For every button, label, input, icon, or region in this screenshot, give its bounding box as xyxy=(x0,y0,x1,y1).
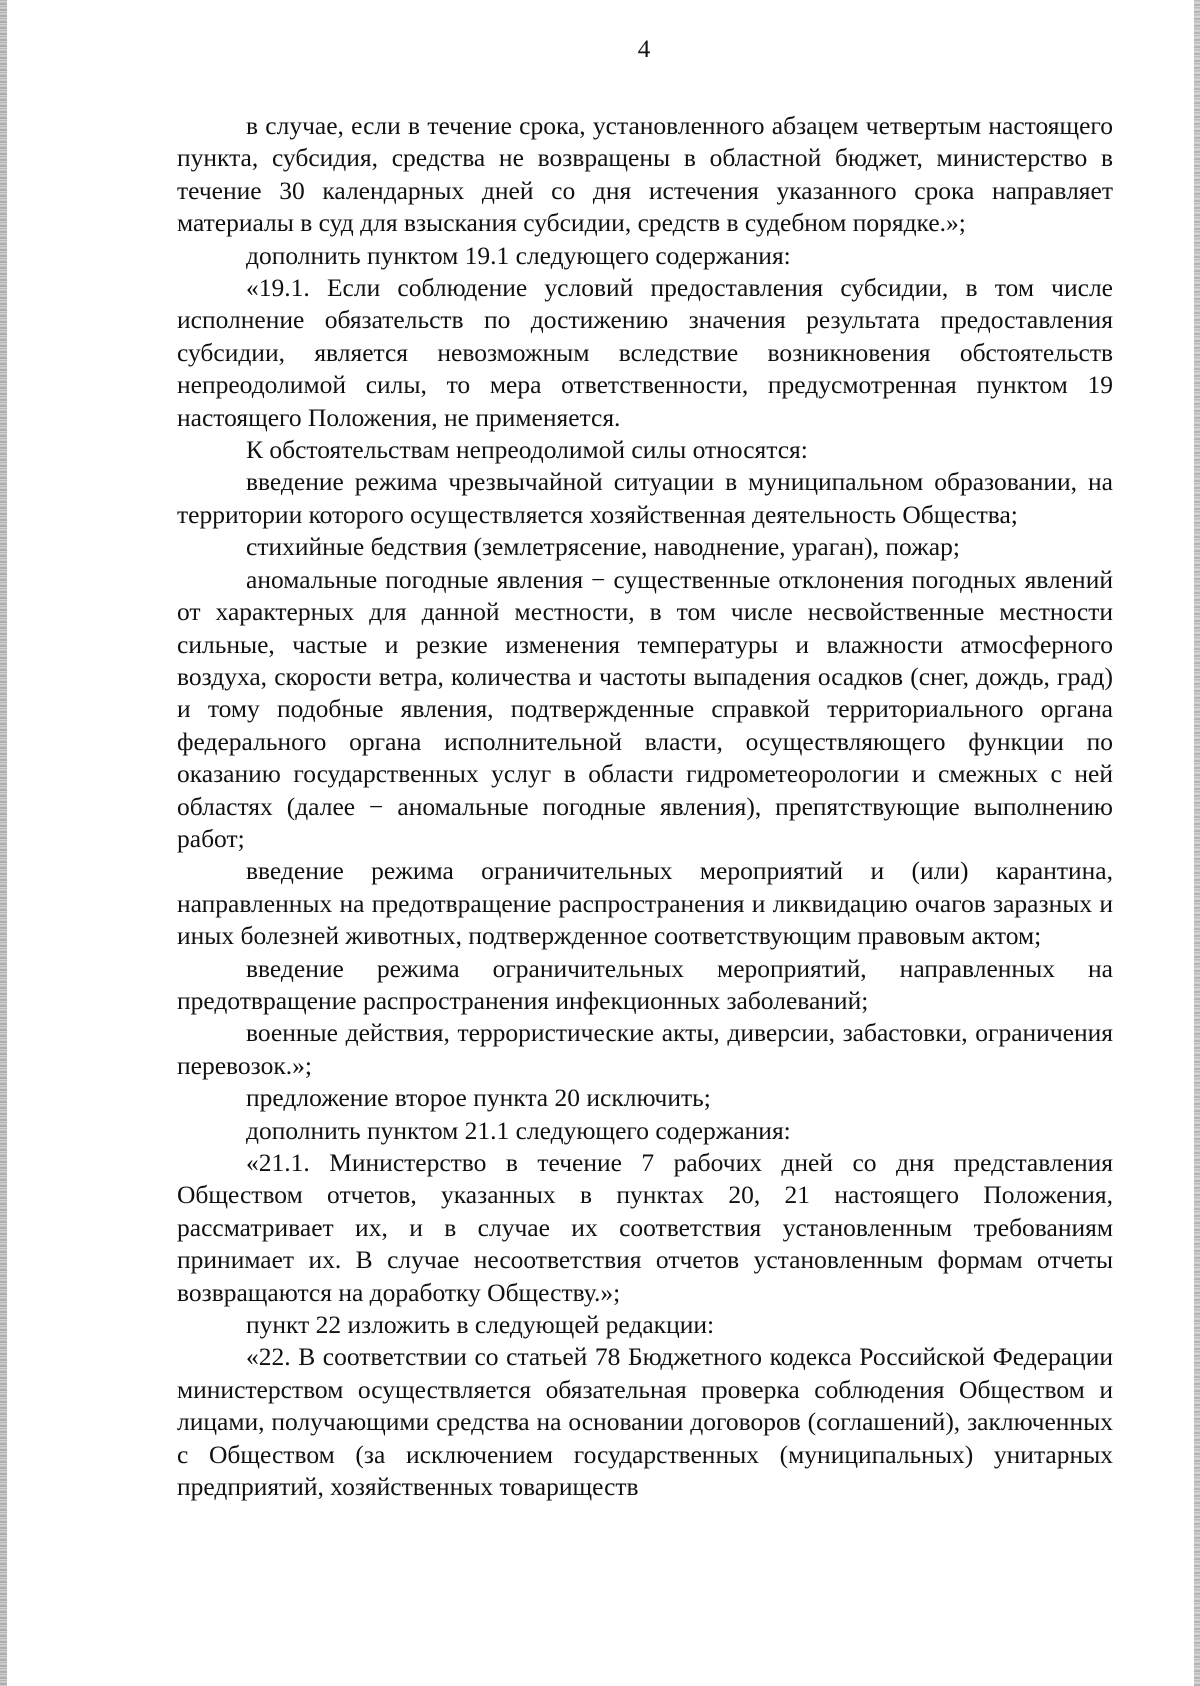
paragraph-add-19-1: дополнить пунктом 19.1 следующего содержания: xyxy=(246,240,791,270)
page-number: 4 xyxy=(637,36,651,63)
paragraph-exclude-20: предложение второе пункта 20 исключить; xyxy=(246,1083,711,1113)
paragraph-natural-disasters: стихийные бедствия (землетрясение, наводнение, ураган), пожар; xyxy=(246,532,960,562)
paragraph-add-21-1: дополнить пунктом 21.1 следующего содержания: xyxy=(246,1115,791,1145)
scan-edge-right xyxy=(1194,0,1200,1686)
paragraph-refund-court: в случае, если в течение срока, установленного абзацем четвертым настоящего пункта, субсидия, средства не возвращены в областной бюджет, министерство в течение 30 календарных дней со дня истечения указанного срока направляет материалы в суд для взыскания субсидии, средств в судебном порядке.»; xyxy=(177,111,1113,238)
paragraph-clause-19-1: «19.1. Если соблюдение условий предоставления субсидии, в том числе исполнение обязательств по достижению значения результата предоставления субсидии, является невозможным вследствие возникновения обстоятельств непреодолимой силы, то мера ответственности, предусмотренная пунктом 19 настоящего Положения, не применяется. xyxy=(177,273,1113,432)
paragraph-quarantine: введение режима ограничительных мероприятий и (или) карантина, направленных на предотвращение распространения и ликвидацию очагов заразных и иных болезней животных, подтвержденное соответствующим правовым актом; xyxy=(177,856,1113,951)
paragraph-force-majeure-intro: К обстоятельствам непреодолимой силы относятся: xyxy=(246,435,808,465)
document-body xyxy=(177,110,1113,1503)
paragraph-emergency-regime: введение режима чрезвычайной ситуации в муниципальном образовании, на территории которого осуществляется хозяйственная деятельность Общества; xyxy=(177,467,1113,529)
paragraph-abnormal-weather: аномальные погодные явления − существенные отклонения погодных явлений от характерных для данной местности, в том числе несвойственные местности сильные, частые и резкие изменения температуры и влажности атмосферного воздуха, скорости ветра, количества и частоты выпадения осадков (снег, дождь, град) и тому подобные явления, подтвержденные справкой территориального органа федерального органа исполнительной власти, осуществляющего функции по оказанию государственных услуг в области гидрометеорологии и смежных с ней областях (далее − аномальные погодные явления), препятствующие выполнению работ; xyxy=(177,564,1113,853)
paragraph-clause-21-1: «21.1. Министерство в течение 7 рабочих дней со дня представления Обществом отчетов, указанных в пунктах 20, 21 настоящего Положения, рассматривает их, и в случае их соответствия установленным требованиям принимает их. В случае несоответствия отчетов установленным формам отчеты возвращаются на доработку Обществу.»; xyxy=(177,1148,1113,1307)
paragraph-clause-22: «22. В соответствии со статьей 78 Бюджетного кодекса Российской Федерации министерством осуществляется обязательная проверка соблюдения Обществом и лицами, получающими средства на основании договоров (соглашений), заключенных с Обществом (за исключением государственных (муниципальных) унитарных предприятий, хозяйственных товариществ xyxy=(177,1342,1113,1502)
paragraph-military-actions: военные действия, террористические акты, диверсии, забастовки, ограничения перевозок.»; xyxy=(177,1018,1113,1080)
scan-edge-left xyxy=(0,0,7,1686)
paragraph-clause-22-intro: пункт 22 изложить в следующей редакции: xyxy=(246,1310,715,1340)
paragraph-infection-restrictions: введение режима ограничительных мероприятий, направленных на предотвращение распространения инфекционных заболеваний; xyxy=(177,953,1113,1015)
